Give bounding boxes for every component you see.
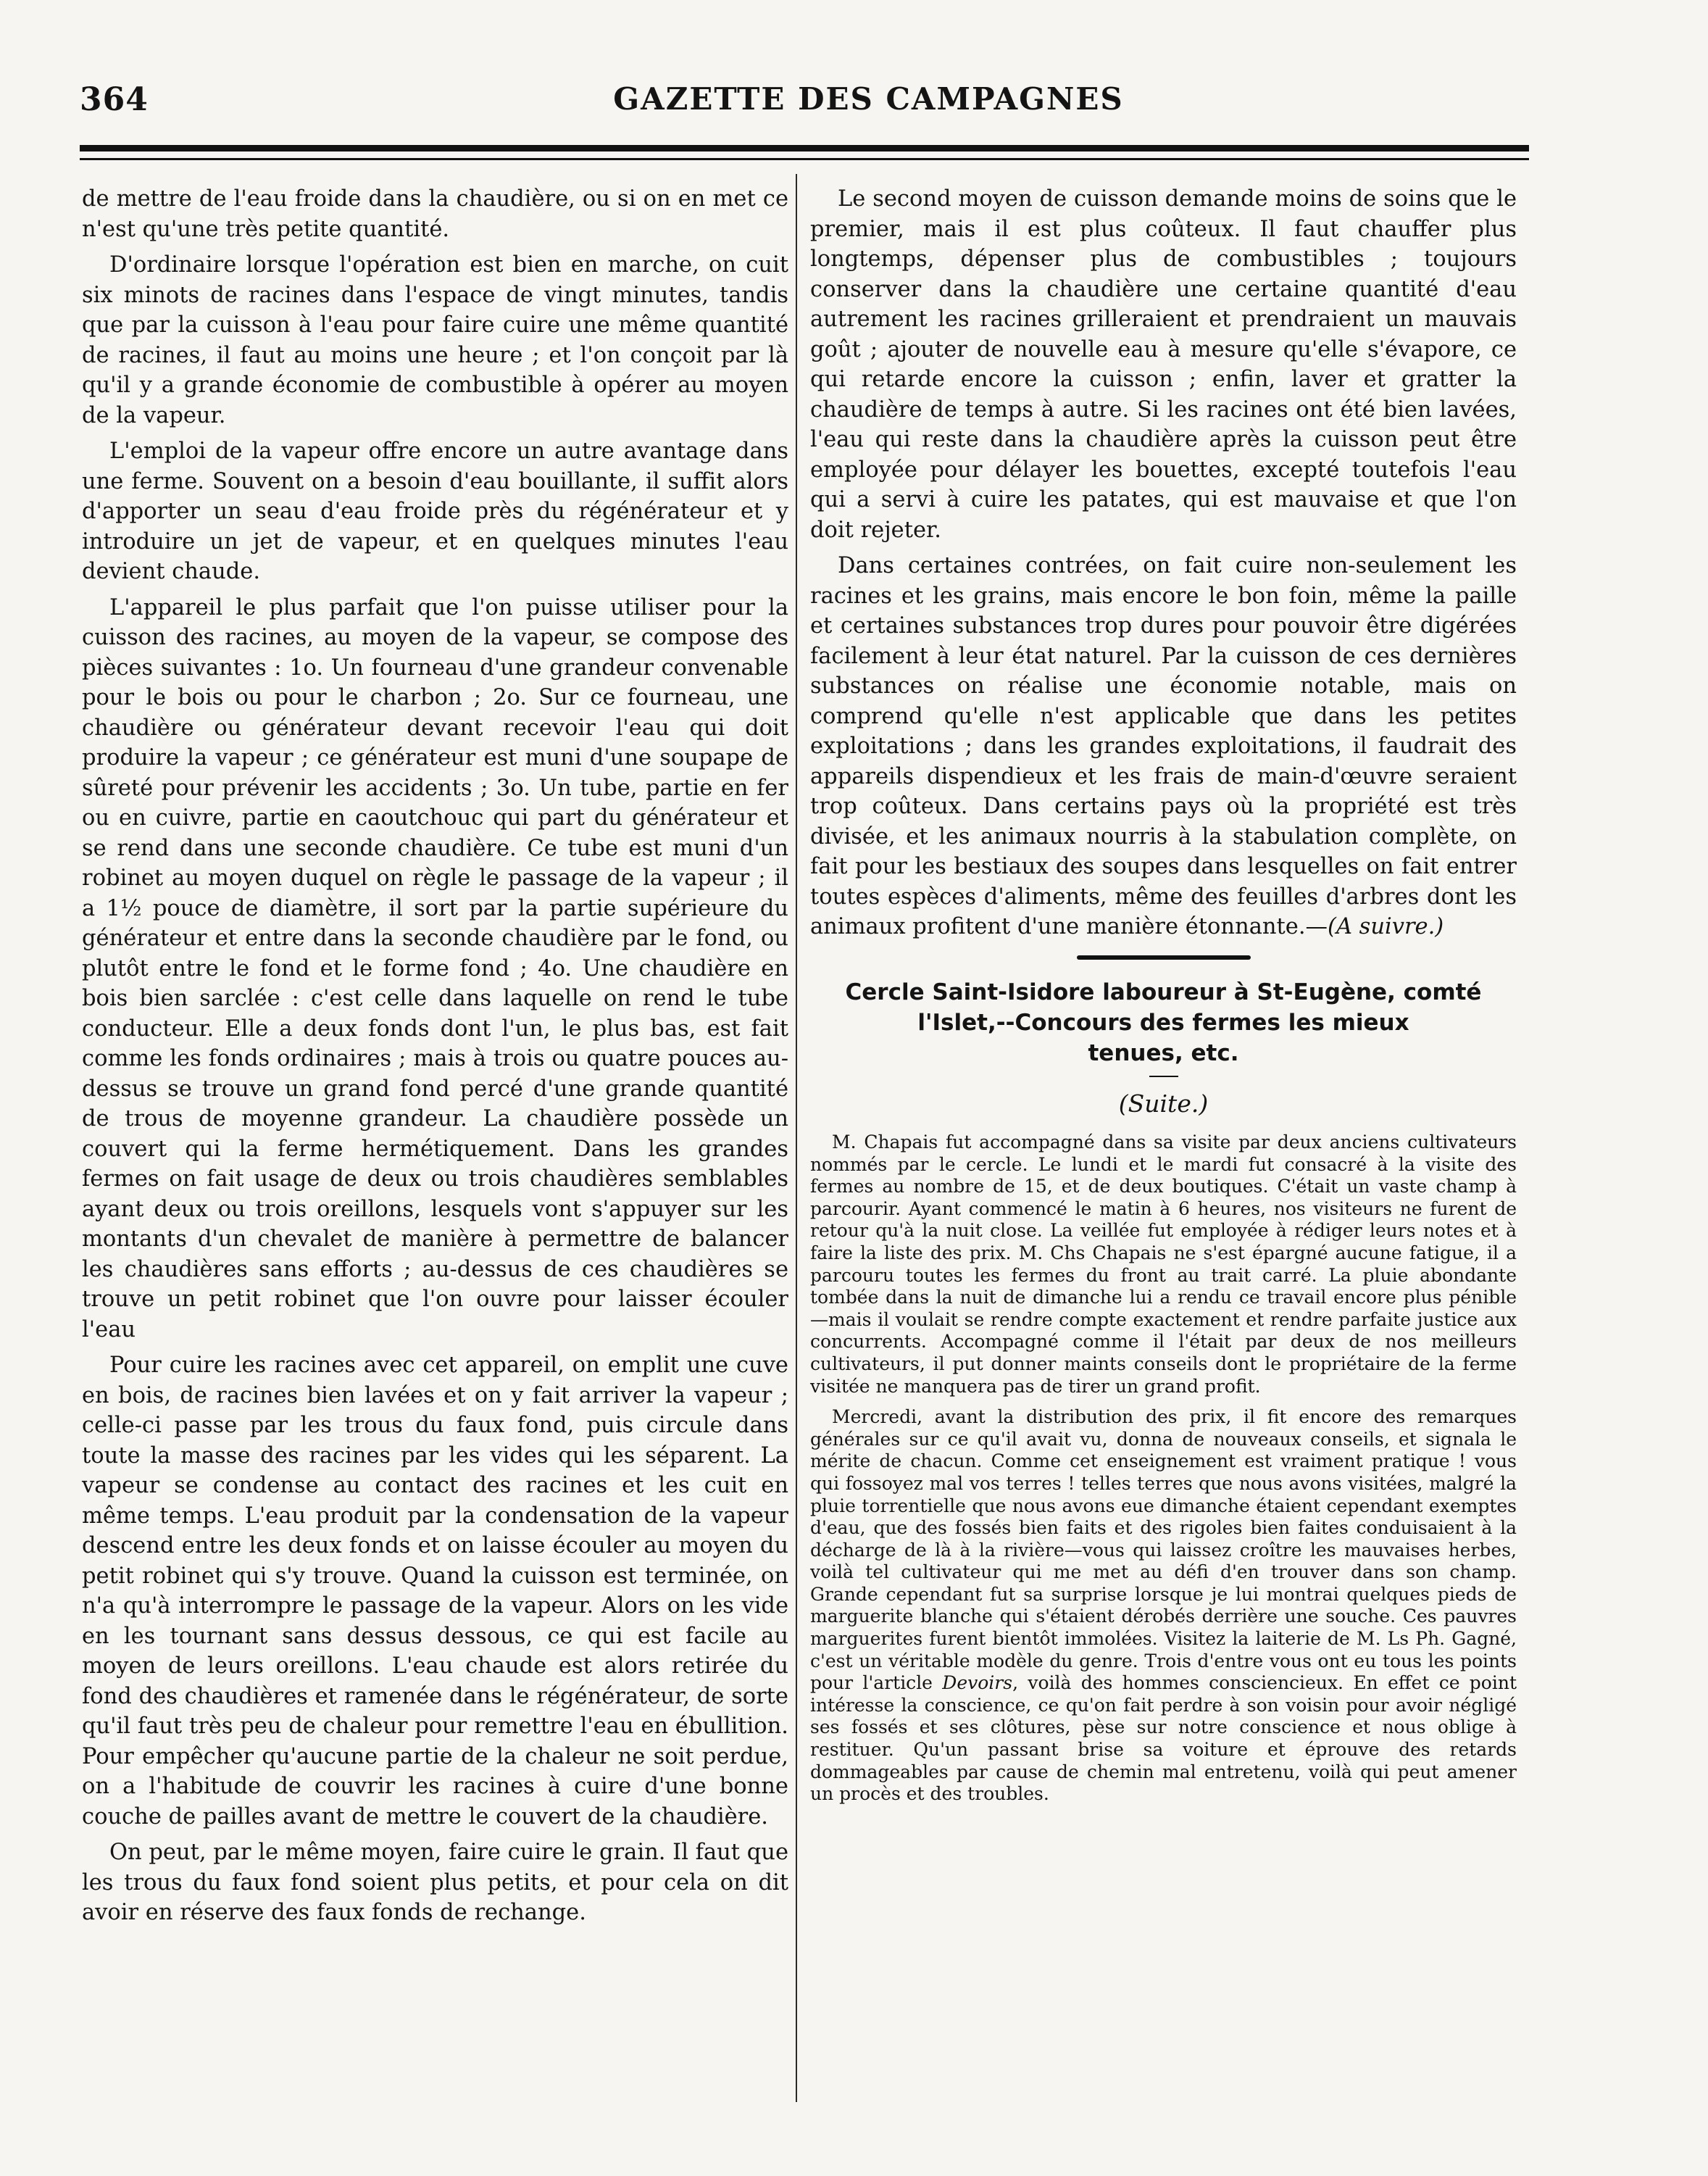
heading-line: tenues, etc. [1088,1039,1239,1066]
paragraph: L'emploi de la vapeur offre encore un autre avantage dans une ferme. Souvent on a besoin d'eau bouillante, il suffit alors d'apporter un seau d'eau froide près du régénérateur et y introduire un jet de vapeur, et en quelques minutes l'eau devient chaude. [82,439,788,584]
paragraph: L'appareil le plus parfait que l'on puisse utiliser pour la cuisson des racines, au moyen de la vapeur, se compose des pièces suivantes : 1o. Un fourneau d'une grandeur convenable pour le bois ou pour le charbon ; 2o. Sur ce fourneau, une chaudière ou générateur devant recevoir l'eau qui doit produire la vapeur ; ce générateur est muni d'une soupape de sûreté pour prévenir les accidents ; 3o. Un tube, partie en fer ou en cuivre, partie en caoutchouc qui part du générateur et se rend dans une seconde chaudière. Ce tube est muni d'un robinet au moyen duquel on règle le passage de la vapeur ; il a 1½ pouce de diamètre, il sort par la partie supérieure du générateur et entre dans la seconde chaudière par le fond, ou plutôt entre le fond et le forme fond ; 4o. Une chaudière en bois bien sarclée : c'est celle dans laquelle on rend le tube conducteur. Elle a deux fonds dont l'un, le plus bas, est fait comme les fonds ordinaires ; mais à trois ou quatre pouces au-dessus se trouve un grand fond percé d'une grande quantité de trous de moyenne grandeur. La chaudière possède un couvert qui la ferme hermétiquement. Dans les grandes fermes on fait usage de deux ou trois chaudières semblables ayant deux ou trois oreillons, lesquels vont s'appuyer sur les montants d'un chevalet de manière à permettre de balancer les chaudières sans efforts ; au-dessus de ces chaudières se trouve un petit robinet que l'on ouvre pour laisser écouler l'eau [82,594,788,1342]
right-column [810,184,1517,1814]
header-rule-thin [80,158,1529,160]
paragraph-text: Mercredi, avant la distribution des prix, il fit encore des remarques générales sur ce qu'il avait vu, donna de nouveaux conseils, et signala le mérite de chacun. Comme cet enseignement est vraiment pratique ! vous qui fossoyez mal vos terres ! telles terres que nous avons visitées, malgré la pluie torrentielle que nous avons eue dimanche étaient cependant exemptes d'eau, que des fossés bien faits et des rigoles bien faites conduisaient à la décharge de là à la rivière—vous qui laissez croître les mauvaises herbes, voilà tel cultivateur qui me met au défi d'en trouver dans son champ. Grande cependant fut sa surprise lorsque je lui montrai quelques pieds de marguerite blanche qui s'étaient dérobés derrière une souche. Ces pauvres marguerites furent bientôt immolées. Visitez la laiterie de M. Ls Ph. Gagné, c'est un véritable modèle du genre. Trois d'entre vous ont eu tous les points pour l'article [810,1406,1517,1694]
article-heading [810,977,1517,1068]
to-be-continued: (A suivre.) [1328,914,1444,939]
section-ornament [1077,955,1251,960]
paragraph-text: Dans certaines contrées, on fait cuire non-seulement les racines et les grains, mais encore le bon foin, même la paille et certaines substances trop dures pour pouvoir être digérées facilement à leur état naturel. Par la cuisson de ces dernières substances on réalise une économie notable, mais on comprend qu'elle n'est applicable que dans les petites exploitations ; dans les grandes exploitations, il faudrait des appareils dispendieux et les frais de main-d'œuvre seraient trop coûteux. Dans certains pays où la propriété est très divisée, et les animaux nourris à la stabulation complète, on fait pour les bestiaux des soupes dans lesquelles on fait entrer toutes espèces d'aliments, même des feuilles d'arbres dont les animaux profitent d'une manière étonnante.— [810,553,1517,939]
small-print-body [810,1131,1517,1806]
page-number: 364 [80,81,149,118]
paragraph: de mettre de l'eau froide dans la chaudière, ou si on en met ce n'est qu'une très petite quantité. [82,186,788,242]
column-divider [796,174,797,2102]
paragraph: Le second moyen de cuisson demande moins de soins que le premier, mais il est plus coûteux. Il faut chauffer plus longtemps, dépenser plus de combustibles ; toujours conserver dans la chaudière une certaine quantité d'eau autrement les racines grilleraient et prendraient un mauvais goût ; ajouter de nouvelle eau à mesure qu'elle s'évapore, ce qui retarde encore la cuisson ; enfin, laver et gratter la chaudière de temps à autre. Si les racines ont été bien lavées, l'eau qui reste dans la chaudière après la cuisson peut être employée pour délayer les bouettes, excepté toutefois l'eau qui a servi à cuire les patates, qui est mauvaise et que l'on doit rejeter. [810,186,1517,543]
article-subheading: (Suite.) [1118,1089,1209,1118]
italic-term: Devoirs [942,1672,1013,1694]
paragraph [810,551,1517,942]
paragraph-text: , voilà des hommes consciencieux. En effet ce point intéresse la conscience, ce qu'on fait perdre à son voisin pour avoir négligé ses fossés et ses clôtures, pèse sur notre conscience et nous oblige à restituer. Qu'un passant brise sa voiture et éprouve des retards dommageables par cause de chemin mal entretenu, voilà qui peut amener un procès et des troubles. [810,1672,1517,1805]
paragraph [810,1406,1517,1806]
heading-line: Cercle Saint-Isidore laboureur à St-Eugène, comté [845,979,1482,1005]
heading-short-rule [1149,1076,1178,1077]
running-title: GAZETTE DES CAMPAGNES [613,81,1124,117]
left-column [82,184,788,1934]
paragraph: Pour cuire les racines avec cet appareil, on emplit une cuve en bois, de racines bien lavées et on y fait arriver la vapeur ; celle-ci passe par les trous du faux fond, puis circule dans toute la masse des racines par les vides qui les séparent. La vapeur se condense au contact des racines et les cuit en même temps. L'eau produit par la condensation de la vapeur descend entre les deux fonds et on laisse écouler au moyen du petit robinet qui s'y trouve. Quand la cuisson est terminée, on n'a qu'à interrompre le passage de la vapeur. Alors on les vide en les tournant sans dessus dessous, ce qui est facile au moyen de leurs oreillons. L'eau chaude est alors retirée du fond des chaudières et ramenée dans le régénérateur, de sorte qu'il faut très peu de chaleur pour remettre l'eau en ébullition. Pour empêcher qu'aucune partie de la chaleur ne soit perdue, on a l'habitude de couvrir les racines à cuire d'une bonne couche de pailles avant de mettre le couvert de la chaudière. [82,1353,788,1830]
heading-line: l'Islet,--Concours des fermes les mieux [917,1009,1409,1036]
header-rule-thick [80,145,1529,151]
paragraph: M. Chapais fut accompagné dans sa visite par deux anciens cultivateurs nommés par le cercle. Le lundi et le mardi fut consacré à la visite des fermes au nombre de 15, et de deux boutiques. C'était un vaste champ à parcourir. Ayant commencé le matin à 6 heures, nos visiteurs ne furent de retour qu'à la nuit close. La veillée fut employée à rédiger leurs notes et à faire la liste des prix. M. Chs Chapais ne s'est épargné aucune fatigue, il a parcouru toutes les fermes du front au trait carré. La pluie abondante tombée dans la nuit de dimanche lui a rendu ce travail encore plus pénible—mais il voulait se rendre compte exactement et rendre parfaite justice aux concurrents. Accompagné comme il l'était par deux de nos meilleurs cultivateurs, il put donner maints conseils dont le propriétaire de la ferme visitée ne manquera pas de tirer un grand profit. [810,1131,1517,1397]
paragraph: D'ordinaire lorsque l'opération est bien en marche, on cuit six minots de racines dans l'espace de vingt minutes, tandis que par la cuisson à l'eau pour faire cuire une même quantité de racines, il faut au moins une heure ; et l'on conçoit par là qu'il y a grande économie de combustible à opérer au moyen de la vapeur. [82,252,788,428]
paragraph: On peut, par le même moyen, faire cuire le grain. Il faut que les trous du faux fond soient plus petits, et pour cela on dit avoir en réserve des faux fonds de rechange. [82,1840,788,1925]
